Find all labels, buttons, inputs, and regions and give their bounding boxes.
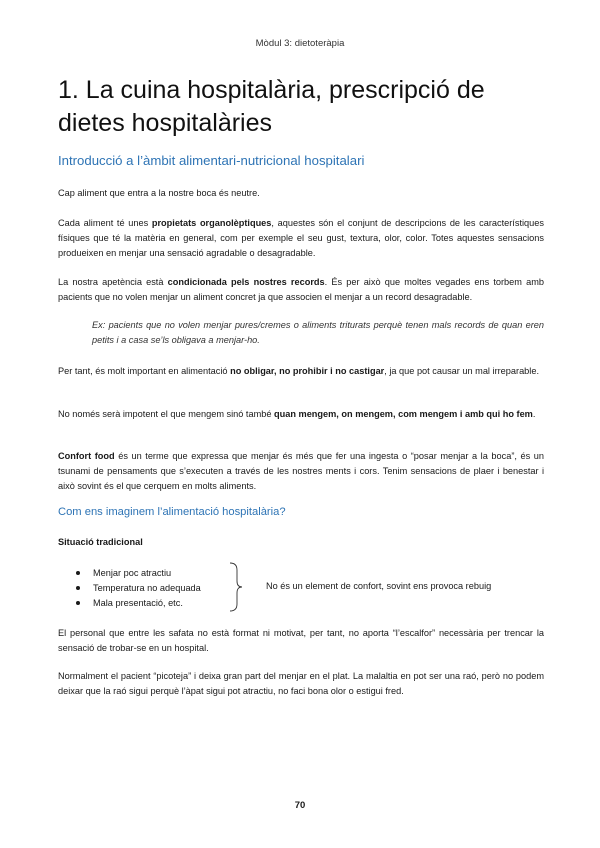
- bullet-icon: [76, 601, 80, 605]
- running-header: Mòdul 3: dietoteràpia: [255, 38, 345, 49]
- text-run: Per tant, és molt important en alimentació: [58, 366, 231, 376]
- bold-run: Confort food: [58, 451, 115, 461]
- subheading-traditional: Situació tradicional: [58, 537, 143, 547]
- text-run: La nostra apetència està: [58, 277, 168, 287]
- paragraph-confort-food: [58, 449, 544, 494]
- list-item-label: Menjar poc atractiu: [93, 568, 172, 578]
- paragraph-neutral: [58, 186, 544, 201]
- bold-run: quan mengem, on mengem, com mengem i amb qui ho fem: [274, 409, 533, 419]
- page-number: 70: [294, 800, 306, 811]
- curly-bracket-icon: [228, 561, 250, 613]
- bullet-icon: [76, 586, 80, 590]
- paragraph-organoleptic: [58, 216, 544, 261]
- bullet-icon: [76, 571, 80, 575]
- list-item: [76, 581, 201, 596]
- section-heading-intro: Introducció a l’àmbit alimentari-nutricional hospitalari: [58, 153, 365, 168]
- text-run: . És per això que moltes vegades ens torbem amb pacients que no volen menjar un aliment concret ja que associen el menjar a un record desagradable.: [58, 277, 544, 302]
- paragraph-neutral-text: Cap aliment que entra a la nostre boca és neutre.: [58, 188, 260, 198]
- text-run: és un terme que expressa que menjar és més que fer una ingesta o “posar menjar a la boca”, és un tsunami de pensaments que s’executen a través de les nostres ments i cors. Tenim sensacions de plaer i benestar i això sovint és el que cerquem en molts aliments.: [58, 451, 544, 491]
- bold-run: condicionada pels nostres records: [167, 277, 325, 287]
- list-item-label: Temperatura no adequada: [93, 583, 201, 593]
- bold-run: propietats organolèptiques: [151, 218, 272, 228]
- text-run: Cada aliment té unes: [58, 218, 152, 228]
- section-heading-imagine: Com ens imaginem l’alimentació hospitalària?: [58, 506, 286, 518]
- bracket-note: No és un element de confort, sovint ens provoca rebuig: [266, 581, 492, 591]
- bullet-list: [76, 566, 201, 611]
- paragraph-memories: [58, 275, 544, 305]
- bold-run: no obligar, no prohibir i no castigar: [230, 366, 385, 376]
- text-run: .: [532, 409, 536, 419]
- text-run: No només serà impotent el que mengem sinó també: [58, 409, 275, 419]
- text-run: , ja que pot causar un mal irreparable.: [384, 366, 539, 376]
- paragraph-quan-mengem: [58, 407, 544, 422]
- text-run: , aquestes són el conjunt de descripcions de les característiques físiques que té la matèria en general, com per exemple el seu gust, textura, olor, color. Totes aquestes sensacions produeixen en menjar una sensació agradable o desagradable.: [58, 218, 544, 258]
- list-item: [76, 566, 201, 581]
- paragraph-personal: El personal que entre les safata no està format ni motivat, per tant, no aporta “l’escalfor” necessària per trencar la sensació de trobar-se en un hospital.: [58, 628, 544, 653]
- list-item-label: Mala presentació, etc.: [93, 598, 183, 608]
- paragraph-no-obligar: [58, 364, 544, 379]
- list-item: [76, 596, 201, 611]
- paragraph-picoteja: Normalment el pacient “picoteja” i deixa gran part del menjar en el plat. La malaltia en pot ser una raó, però no podem deixar que la raó sigui perquè l’àpat sigui pot atractiu, no faci bona olor o estigui fred.: [58, 671, 544, 696]
- chapter-title: 1. La cuina hospitalària, prescripció de dietes hospitalàries: [58, 76, 485, 137]
- example-note: Ex: pacients que no volen menjar pures/cremes o aliments triturats perquè tenen mals records de quan eren petits i a casa se’ls obligava a menjar-ho.: [92, 320, 544, 345]
